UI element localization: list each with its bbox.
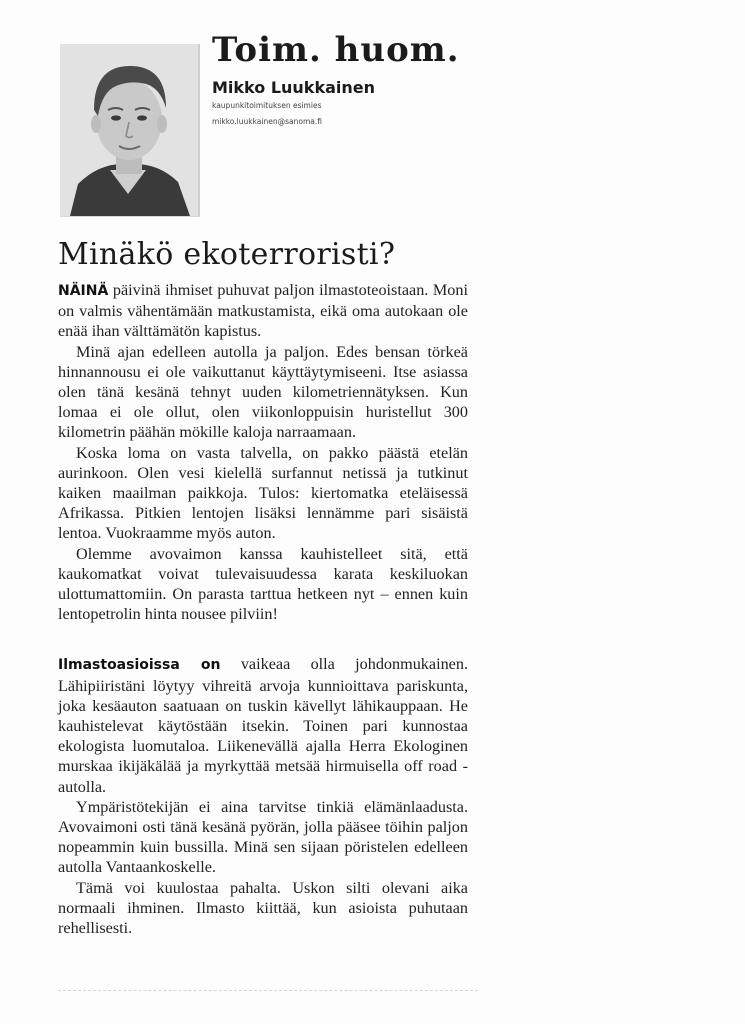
paragraph-text: päivinä ihmiset puhuvat paljon ilmastoteoistaan. Moni on valmis vähentämään matkustamista, eikä oma autokaan ole enää ihan välttämätön kapistus. bbox=[58, 281, 468, 341]
paragraph bbox=[58, 654, 468, 796]
paragraph: Minä ajan edelleen autolla ja paljon. Edes bensan törkeä hinnannousu ei ole vaikuttanut käyttäytymiseeni. Itse asiassa olen tänä kesänä tehnyt uuden kilometriennätyksen. Kun lomaa ei ole ollut, olen viikonloppuisin huristellut 300 kilometrin päähän mökille kaloja narraamaan. bbox=[58, 342, 468, 442]
lead-in: Ilmastoasioissa on bbox=[58, 657, 221, 674]
author-name: Mikko Luukkainen bbox=[212, 78, 375, 97]
article-headline: Minäkö ekoterroristi? bbox=[58, 237, 396, 272]
paragraph: Olemme avovaimon kanssa kauhistelleet sitä, että kaukomatkat voivat tulevaisuudessa karata keskiluokan ulottumattomiin. On parasta tarttua hetkeen nyt – ennen kuin lentopetrolin hinta nousee pilviin! bbox=[58, 544, 468, 624]
paragraph bbox=[58, 280, 468, 342]
paragraph: Ympäristötekijän ei aina tarvitse tinkiä elämänlaadusta. Avovaimoni osti tänä kesänä pyörän, jolla pääsee töihin paljon nopeammin kuin bussilla. Minä sen sijaan pöristelen edelleen autolla Vantaankoskelle. bbox=[58, 797, 468, 877]
author-photo bbox=[60, 44, 200, 217]
author-portrait-icon bbox=[60, 44, 198, 216]
paragraph-text: vaikeaa olla johdonmukainen. Lähipiiristäni löytyy vihreitä arvoja kunnioittava pariskunta, joka kesäauton saatuaan on tuskin kävellyt lähikauppaan. He kauhistelevat käytöstään itsekin. Toinen pari kunnostaa ekologista luomutaloa. Liikenevällä ajalla Herra Ekologinen murskaa ikijäkälää ja myrkyttää metsää hirmuisella off road -autolla. bbox=[58, 655, 469, 796]
author-role: kaupunkitoimituksen esimies bbox=[212, 101, 322, 110]
article-body bbox=[58, 280, 468, 938]
lead-in: NÄINÄ bbox=[58, 283, 109, 299]
column-title: Toim. huom. bbox=[212, 30, 460, 70]
section-gap bbox=[58, 624, 468, 654]
paragraph: Tämä voi kuulostaa pahalta. Uskon silti olevani aika normaali ihminen. Ilmasto kiittää, kun asioista puhutaan rehellisesti. bbox=[58, 878, 468, 938]
bottom-rule bbox=[58, 990, 478, 991]
paragraph: Koska loma on vasta talvella, on pakko päästä etelän aurinkoon. Olen vesi kielellä surfannut netissä ja tutkinut kaiken maailman paikkoja. Tulos: kiertomatka eteläisessä Afrikassa. Pitkien lentojen lisäksi lennämme pari sisäistä lentoa. Vuokraamme myös auton. bbox=[58, 443, 468, 543]
author-email: mikko.luukkainen@sanoma.fi bbox=[212, 117, 322, 126]
